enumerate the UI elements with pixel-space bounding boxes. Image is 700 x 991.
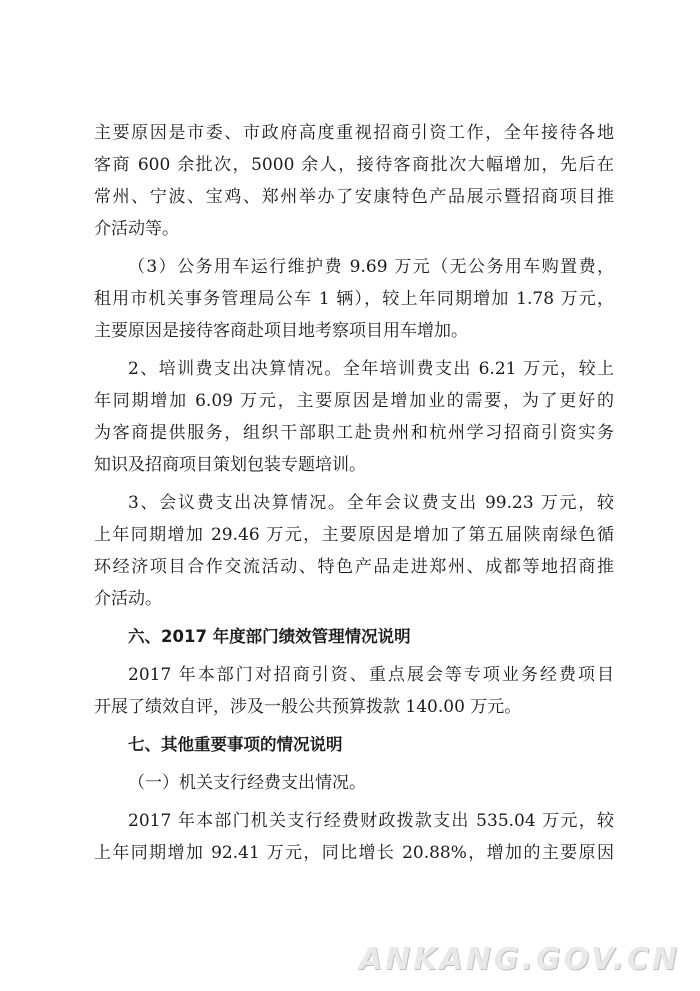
text-line: 上年同期增加 29.46 万元，主要原因是增加了第五届陕南绿色循 — [94, 525, 614, 545]
text-line: 租用市机关事务管理局公车 1 辆），较上年同期增加 1.78 万元， — [94, 289, 614, 309]
paragraph — [94, 251, 614, 347]
section-heading: 六、2017 年度部门绩效管理情况说明 — [128, 627, 411, 646]
text-line: 介活动。 — [94, 589, 162, 609]
text-line: 主要原因是市委、市政府高度重视招商引资工作，全年接待各地 — [94, 123, 614, 143]
text-line: 2017 年本部门机关支行经费财政拨款支出 535.04 万元，较 — [128, 811, 614, 831]
text-line: 3、会议费支出决算情况。全年会议费支出 99.23 万元，较 — [128, 493, 614, 513]
subsection-heading: （一）机关支行经费支出情况。 — [128, 773, 366, 793]
text-line: 客商 600 余批次，5000 余人，接待客商批次大幅增加，先后在 — [94, 155, 614, 175]
text-line: 开展了绩效自评，涉及一般公共预算拨款 140.00 万元。 — [94, 697, 522, 717]
text-line: 2、培训费支出决算情况。全年培训费支出 6.21 万元，较上 — [128, 359, 614, 379]
text-line: 知识及招商项目策划包装专题培训。 — [94, 455, 366, 475]
paragraph — [94, 487, 614, 615]
text-line: 2017 年本部门对招商引资、重点展会等专项业务经费项目 — [128, 665, 614, 685]
text-line: 常州、宁波、宝鸡、郑州举办了安康特色产品展示暨招商项目推 — [94, 187, 614, 207]
site-watermark: ANKANG.GOV.CN — [358, 942, 680, 977]
text-line: 环经济项目合作交流活动、特色产品走进郑州、成都等地招商推 — [94, 557, 614, 577]
text-line: 年同期增加 6.09 万元，主要原因是增加业的需要，为了更好的 — [94, 391, 614, 411]
text-line: 为客商提供服务，组织干部职工赴贵州和杭州学习招商引资实务 — [94, 423, 614, 443]
section-heading: 七、其他重要事项的情况说明 — [128, 735, 343, 754]
document-body — [94, 117, 614, 869]
text-line: 主要原因是接待客商赴项目地考察项目用车增加。 — [94, 321, 468, 341]
paragraph — [94, 659, 614, 723]
paragraph — [94, 805, 614, 869]
text-line: 上年同期增加 92.41 万元，同比增长 20.88%，增加的主要原因 — [94, 843, 614, 863]
paragraph — [94, 117, 614, 245]
text-line: 介活动等。 — [94, 219, 179, 239]
text-line: （3）公务用车运行维护费 9.69 万元（无公务用车购置费， — [128, 257, 614, 277]
paragraph — [94, 353, 614, 481]
